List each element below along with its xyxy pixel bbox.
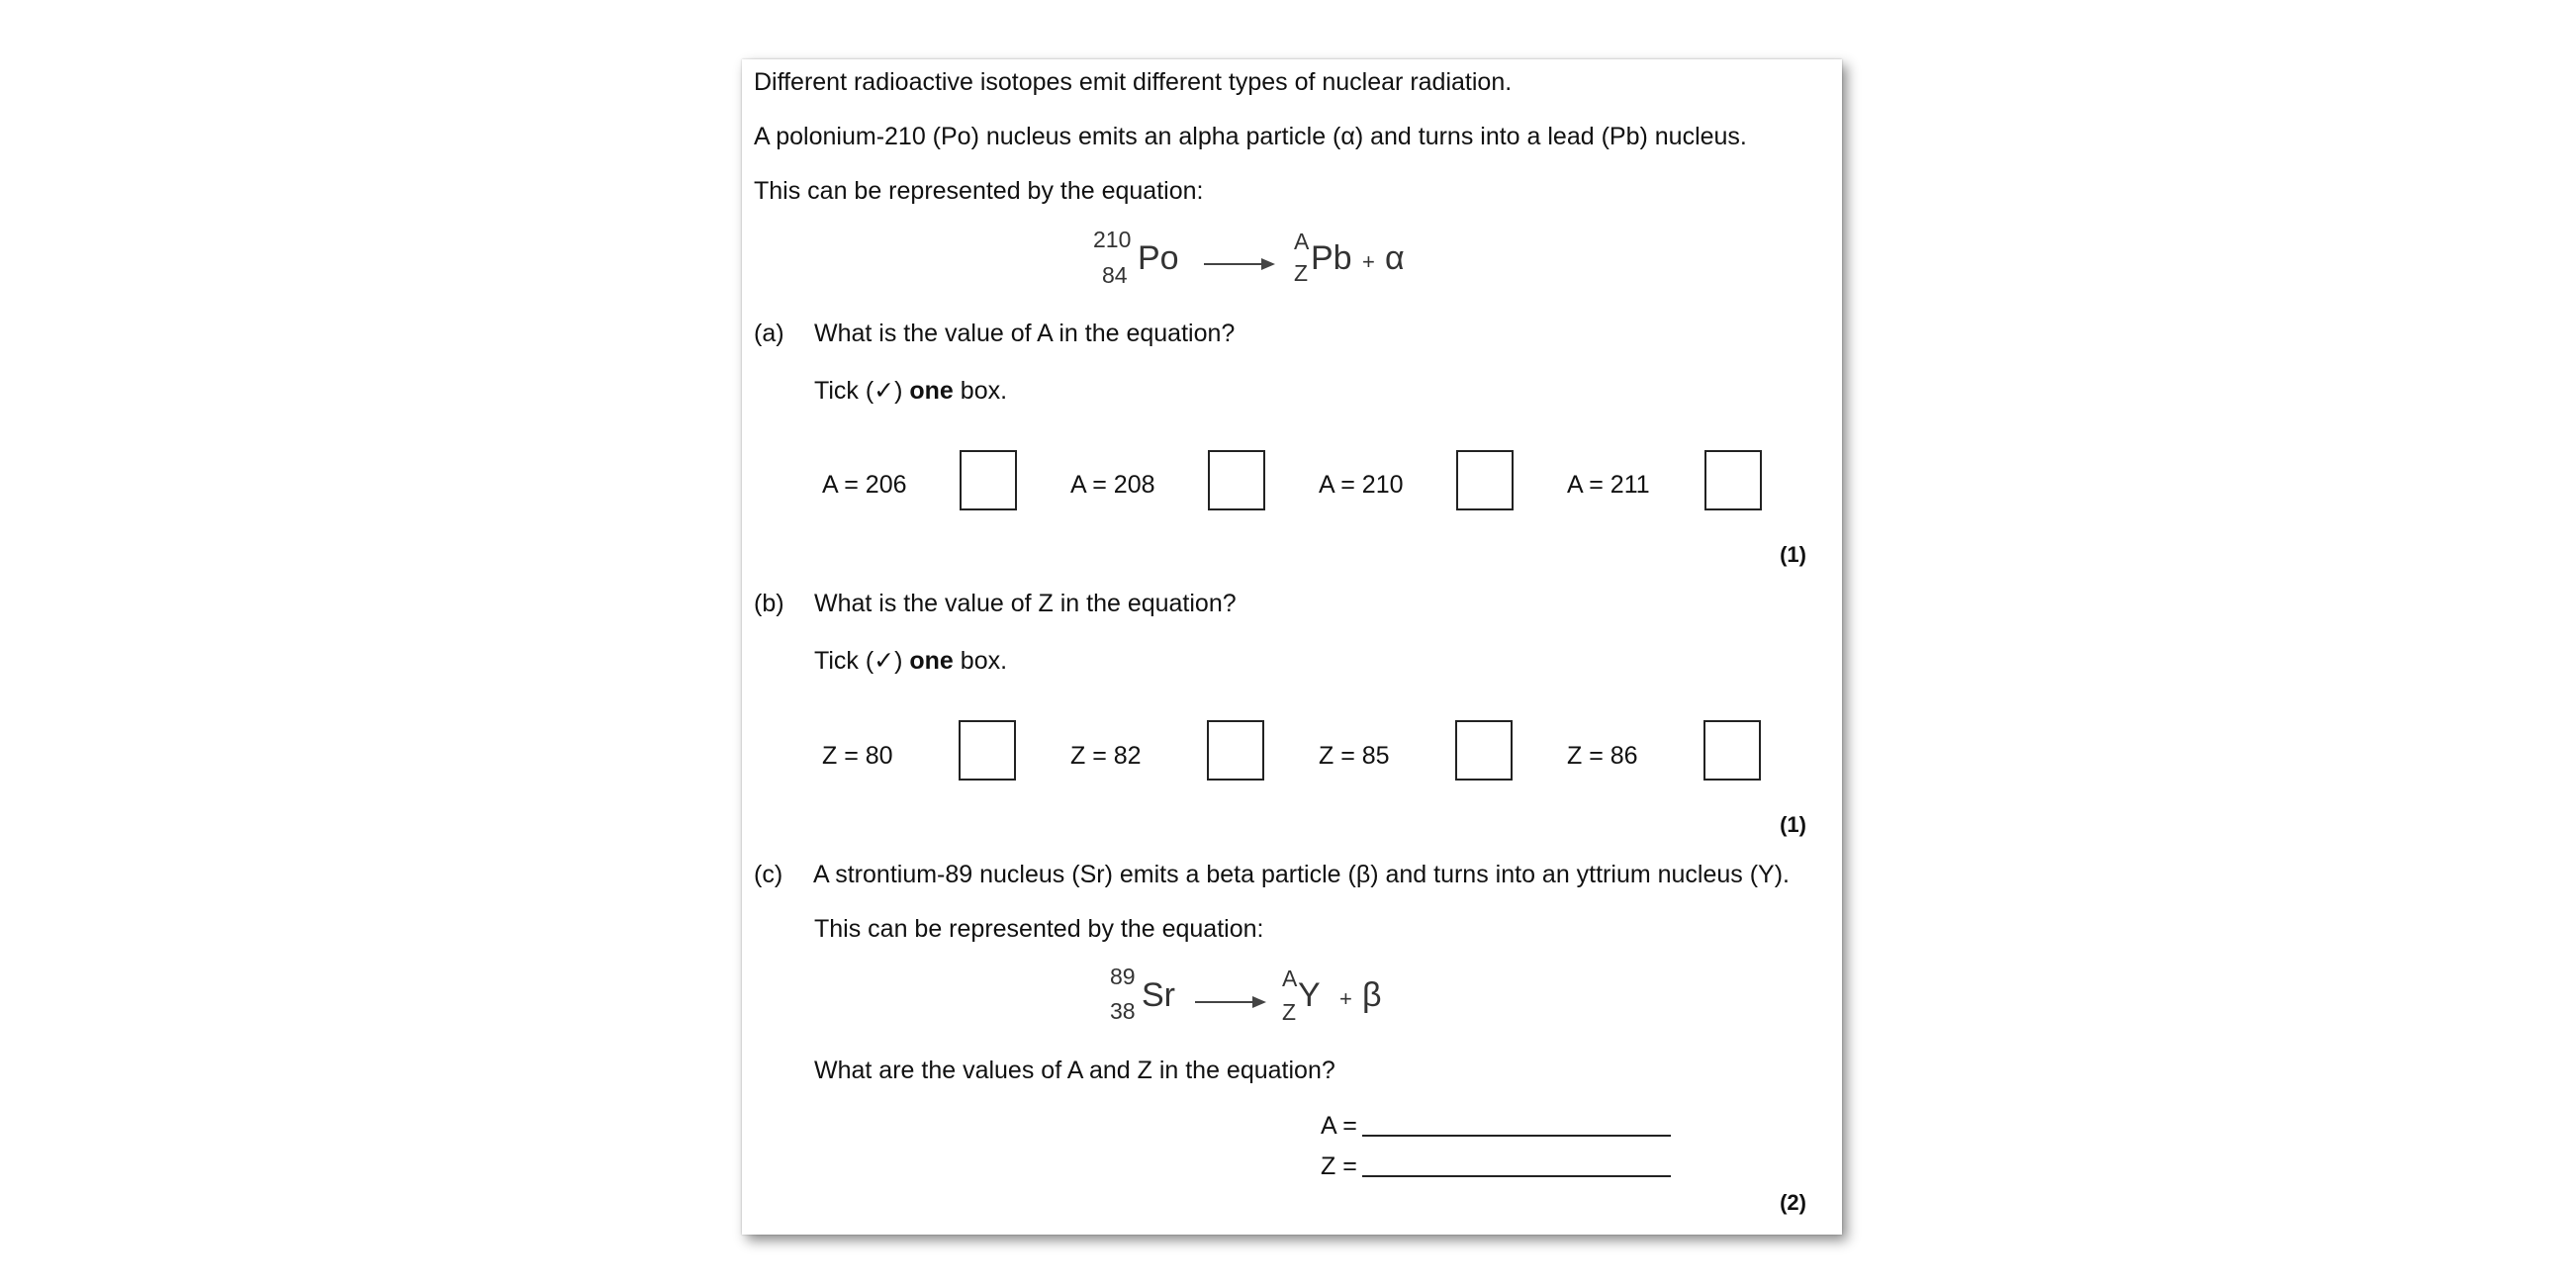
tick-box[interactable] bbox=[960, 450, 1017, 510]
option-label: A = 211 bbox=[1567, 471, 1650, 499]
tick-box[interactable] bbox=[1704, 450, 1762, 510]
element-symbol: Sr bbox=[1142, 976, 1175, 1014]
option-label: Z = 80 bbox=[822, 742, 893, 770]
plus-sign: + bbox=[1362, 249, 1375, 274]
option-label: Z = 86 bbox=[1567, 742, 1638, 770]
element-symbol: Pb bbox=[1311, 239, 1352, 277]
arrowhead-icon bbox=[1261, 258, 1275, 270]
tick-box[interactable] bbox=[1207, 720, 1264, 781]
question-text: What are the values of A and Z in the equation? bbox=[814, 1057, 1335, 1084]
answer-a-field[interactable] bbox=[1362, 1135, 1671, 1137]
part-label: (a) bbox=[754, 320, 784, 347]
atomic-number: Z bbox=[1294, 260, 1309, 286]
arrow-icon bbox=[1195, 1001, 1256, 1003]
part-label: (b) bbox=[754, 590, 784, 617]
marks-indicator: (1) bbox=[1780, 812, 1806, 837]
arrowhead-icon bbox=[1252, 996, 1266, 1008]
tick-instruction: Tick (✓) one box. bbox=[814, 377, 1008, 405]
question-text: What is the value of Z in the equation? bbox=[814, 590, 1237, 617]
particle-symbol: α bbox=[1385, 239, 1405, 277]
mass-number: 210 bbox=[1093, 227, 1132, 252]
answer-z-label: Z = bbox=[1321, 1152, 1357, 1180]
intro-text: Different radioactive isotopes emit different types of nuclear radiation. bbox=[754, 68, 1513, 96]
element-symbol: Y bbox=[1298, 976, 1321, 1014]
option-label: A = 208 bbox=[1070, 471, 1155, 499]
marks-indicator: (2) bbox=[1780, 1190, 1806, 1215]
atomic-number: 84 bbox=[1102, 262, 1128, 288]
answer-a-label: A = bbox=[1321, 1112, 1357, 1140]
mass-number: A bbox=[1294, 229, 1310, 254]
option-label: Z = 82 bbox=[1070, 742, 1142, 770]
particle-symbol: β bbox=[1362, 976, 1382, 1014]
tick-box[interactable] bbox=[1455, 720, 1513, 781]
tick-instruction: Tick (✓) one box. bbox=[814, 647, 1008, 675]
plus-sign: + bbox=[1339, 986, 1352, 1011]
intro-text: This can be represented by the equation: bbox=[754, 177, 1204, 205]
option-label: A = 206 bbox=[822, 471, 907, 499]
question-text: A strontium-89 nucleus (Sr) emits a beta particle (β) and turns into an yttrium nucleus (Y). bbox=[813, 861, 1790, 888]
atomic-number: Z bbox=[1282, 999, 1297, 1025]
marks-indicator: (1) bbox=[1780, 542, 1806, 567]
intro-text: A polonium-210 (Po) nucleus emits an alpha particle (α) and turns into a lead (Pb) nucleus. bbox=[754, 123, 1747, 150]
decay-equation-polonium bbox=[1093, 227, 1405, 297]
decay-equation-strontium bbox=[1110, 965, 1407, 1034]
tick-box[interactable] bbox=[1208, 450, 1265, 510]
answer-z-field[interactable] bbox=[1362, 1175, 1671, 1177]
mass-number: 89 bbox=[1110, 964, 1136, 989]
option-label: A = 210 bbox=[1319, 471, 1404, 499]
option-label: Z = 85 bbox=[1319, 742, 1390, 770]
atomic-number: 38 bbox=[1110, 998, 1136, 1024]
equation-intro: This can be represented by the equation: bbox=[814, 915, 1264, 943]
tick-box[interactable] bbox=[959, 720, 1016, 781]
element-symbol: Po bbox=[1138, 239, 1179, 277]
mass-number: A bbox=[1282, 966, 1298, 991]
question-text: What is the value of A in the equation? bbox=[814, 320, 1236, 347]
arrow-icon bbox=[1204, 263, 1265, 265]
tick-box[interactable] bbox=[1456, 450, 1514, 510]
tick-box[interactable] bbox=[1703, 720, 1761, 781]
part-label: (c) bbox=[754, 861, 783, 888]
exam-page bbox=[742, 59, 1842, 1235]
